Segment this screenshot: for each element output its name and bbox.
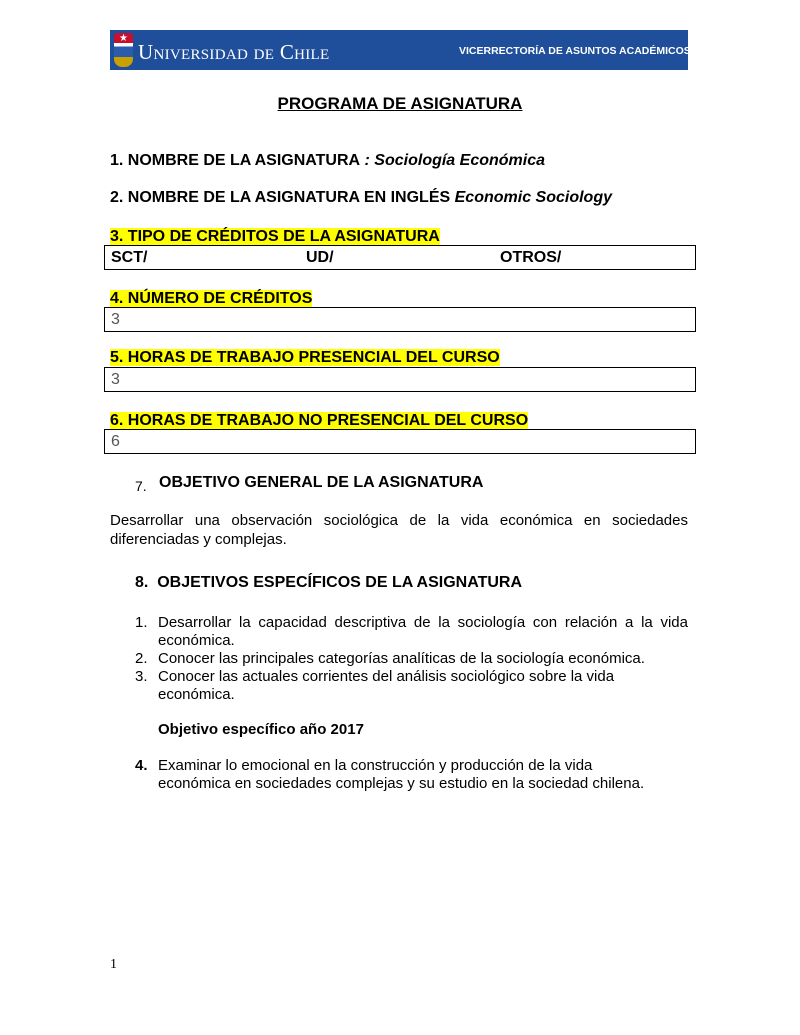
section-5-heading [110, 348, 500, 368]
crest-star-icon: ★ [119, 33, 128, 44]
office-name: VICERRECTORÍA DE ASUNTOS ACADÉMICOS [459, 45, 691, 57]
credit-type-otros: OTROS/ [500, 249, 562, 266]
list-item-number: 3. [135, 668, 148, 685]
section-2-value: Economic Sociology [454, 189, 612, 206]
section-7-label: OBJETIVO GENERAL DE LA ASIGNATURA [159, 474, 484, 491]
list-item-text: Desarrollar la capacidad descriptiva de la sociología con relación a la vida [158, 614, 688, 631]
section-7-text-line-2: diferenciadas y complejas. [110, 531, 287, 548]
university-name: Universidad de Chile [138, 40, 330, 64]
list-item-number: 4. [135, 757, 148, 774]
credit-type-ud: UD/ [306, 249, 334, 266]
list-item-number: 1. [135, 614, 148, 631]
section-7-text-line-1: Desarrollar una observación sociológica de la vida económica en sociedades [110, 512, 688, 529]
section-8-label: 8. OBJETIVOS ESPECÍFICOS DE LA ASIGNATURA [135, 574, 523, 591]
presential-hours-box [104, 367, 696, 392]
list-item-text: Conocer las principales categorías analíticas de la sociología económica. [158, 650, 645, 667]
list-item-text: Examinar lo emocional en la construcción y producción de la vida [158, 757, 593, 774]
list-item-text: Conocer las actuales corrientes del análisis sociológico sobre la vida [158, 668, 615, 685]
credits-box [104, 307, 696, 332]
list-item-text-cont: económica. [158, 686, 235, 703]
section-4-heading [110, 289, 312, 309]
non-presential-hours-box [104, 429, 696, 454]
section-2-label: 2. NOMBRE DE LA ASIGNATURA EN INGLÉS [110, 189, 451, 206]
presential-hours-value: 3 [111, 371, 120, 388]
section-1 [110, 151, 545, 171]
section-3-heading [110, 227, 440, 247]
list-item-text-cont: económica en sociedades complejas y su estudio en la sociedad chilena. [158, 775, 645, 792]
section-3-label: 3. TIPO DE CRÉDITOS DE LA ASIGNATURA [110, 228, 440, 245]
list-item-text-cont: económica. [158, 632, 235, 649]
section-6-heading [110, 411, 528, 431]
page-title: PROGRAMA DE ASIGNATURA [277, 94, 523, 113]
credit-type-sct: SCT/ [111, 249, 148, 266]
credits-value: 3 [111, 311, 120, 328]
section-1-label: 1. NOMBRE DE LA ASIGNATURA [110, 152, 361, 169]
section-5-label: 5. HORAS DE TRABAJO PRESENCIAL DEL CURSO [110, 349, 500, 366]
section-1-value: : Sociología Económica [364, 152, 546, 169]
credit-type-box [104, 245, 696, 270]
section-4-label: 4. NÚMERO DE CRÉDITOS [110, 290, 313, 307]
section-6-label: 6. HORAS DE TRABAJO NO PRESENCIAL DEL CURSO [110, 412, 529, 429]
non-presential-hours-value: 6 [111, 433, 120, 450]
specific-objective-subheading: Objetivo específico año 2017 [158, 721, 364, 738]
page-number: 1 [110, 957, 117, 972]
section-7-number: 7. [135, 478, 147, 494]
list-item-number: 2. [135, 650, 148, 667]
section-2 [110, 188, 612, 208]
